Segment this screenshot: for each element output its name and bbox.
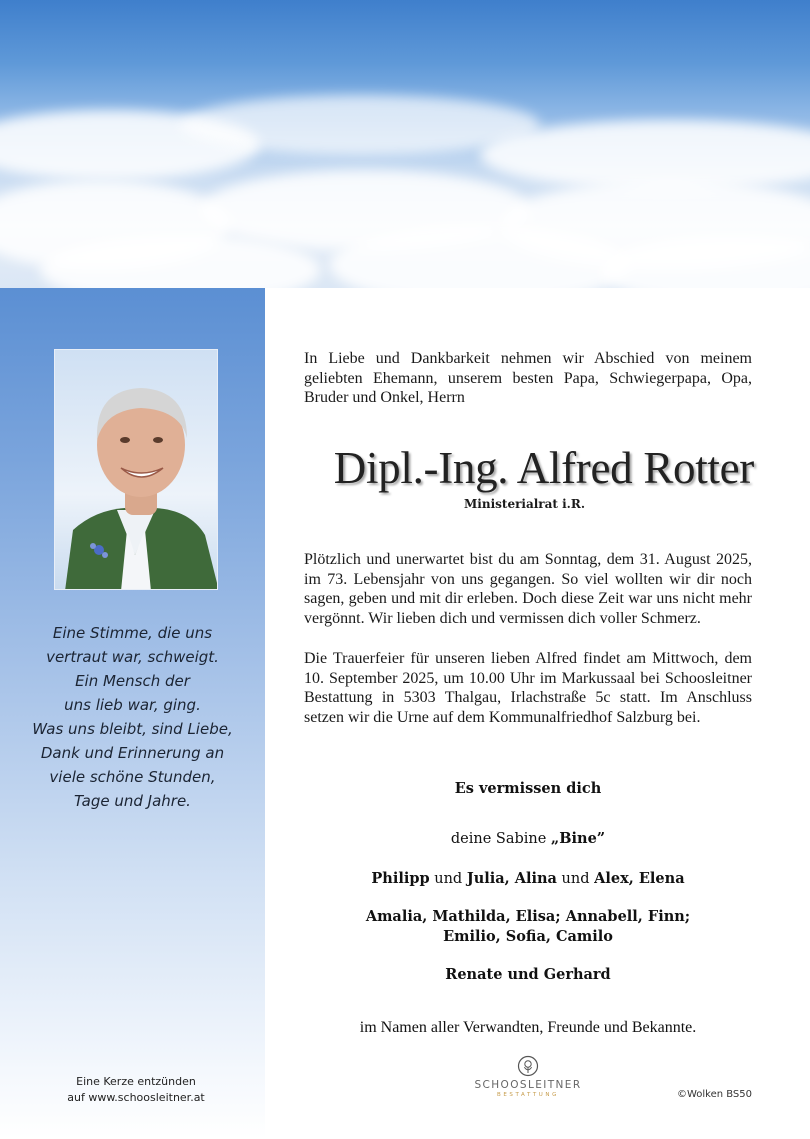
grandchildren-line-1: Amalia, Mathilda, Elisa; Annabell, Finn; [365, 908, 691, 925]
sky-header-image [0, 0, 810, 288]
intro-text: In Liebe und Dankbarkeit nehmen wir Abschied von meinem geliebten Ehemann, unserem besten Papa, Schwiegerpapa, Opa, Bruder und Onkel, Herrn [304, 350, 752, 406]
and-text: und [556, 871, 595, 887]
copyright-note: ©Wolken BS50 [676, 1089, 752, 1100]
portrait-photo [54, 349, 218, 590]
logo-subtitle: BESTATTUNG [496, 1092, 560, 1098]
deceased-title: Ministerialrat i.R. [464, 497, 585, 511]
child-philipp: Philipp [371, 870, 430, 887]
poem [20, 621, 245, 813]
mourner-siblings: Renate und Gerhard [445, 966, 611, 983]
candle-line-1: Eine Kerze entzünden [76, 1075, 196, 1088]
mourners-heading: Es vermissen dich [454, 780, 602, 797]
poem-line: Was uns bleibt, sind Liebe, [32, 720, 233, 738]
ceremony-paragraph: Die Trauerfeier für unseren lieben Alfred findet am Mittwoch, dem 10. September 2025, um 10.00 Uhr im Markussaal bei Schoosleitner Bestattung in 5303 Thalgau, Irlachstraße 5c statt. Im Anschluss setzen wir die Urne auf dem Kommunalfriedhof Salzburg bei. [304, 650, 752, 726]
child-alex-elena: Alex, Elena [594, 870, 685, 887]
mourner-children [304, 869, 752, 889]
rose-emblem-icon [517, 1055, 539, 1077]
poem-line: uns lieb war, ging. [64, 696, 201, 714]
grandchildren-line-2: Emilio, Sofia, Camilo [443, 928, 613, 945]
mourner-wife [304, 829, 752, 849]
poem-line: Tage und Jahre. [74, 792, 191, 810]
deceased-name: Dipl.-Ing. Alfred Rotter [333, 443, 754, 493]
wife-prefix: deine Sabine [450, 831, 551, 847]
candle-url[interactable]: auf www.schoosleitner.at [67, 1091, 205, 1104]
poem-line: viele schöne Stunden, [49, 768, 216, 786]
poem-line: Eine Stimme, die uns [52, 624, 213, 642]
candle-link[interactable] [30, 1074, 242, 1106]
funeral-home-logo [463, 1055, 593, 1098]
logo-name: SCHOOSLEITNER [474, 1079, 582, 1091]
and-text: und [429, 871, 467, 887]
mourner-grandchildren [304, 907, 752, 947]
poem-line: vertraut war, schweigt. [46, 648, 219, 666]
child-julia-alina: Julia, Alina [466, 870, 557, 887]
poem-line: Ein Mensch der [75, 672, 190, 690]
wife-nickname: „Bine” [550, 830, 606, 847]
poem-line: Dank und Erinnerung an [40, 744, 225, 762]
passing-paragraph: Plötzlich und unerwartet bist du am Sonntag, dem 31. August 2025, im 73. Lebensjahr von uns gegangen. So viel wollten wir dir noch sagen, geben und mit dir erleben. Doch diese Zeit war uns nicht mehr vergönnt. Wir lieben dich und vermissen dich voller Schmerz. [304, 551, 752, 627]
mourner-relatives: im Namen aller Verwandten, Freunde und Bekannte. [359, 1019, 697, 1036]
